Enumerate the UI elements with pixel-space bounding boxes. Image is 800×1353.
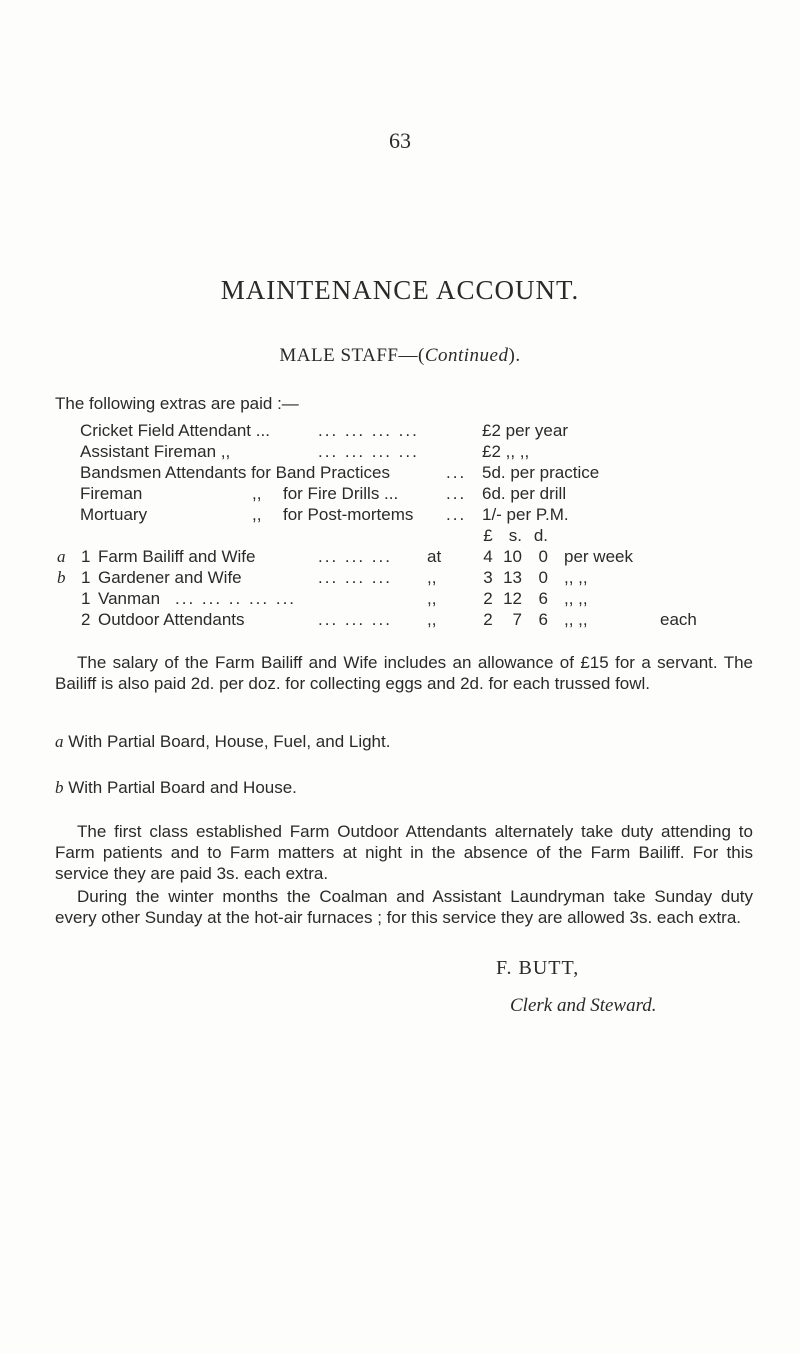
extras-row <box>0 421 800 441</box>
signature-role: Clerk and Steward. <box>510 995 657 1016</box>
wage-each: each <box>660 610 697 629</box>
leader-dots: ... ... ... <box>318 547 392 566</box>
leader-dots: ... ... ... <box>318 610 392 629</box>
wage-pence: 6 <box>538 610 548 629</box>
wage-row <box>0 589 800 609</box>
leader-dots: ... ... .. ... ... <box>175 589 297 608</box>
signature-name: F. BUTT, <box>496 957 580 979</box>
leader-dots: ... <box>446 463 467 482</box>
footnote-letter: b <box>57 568 66 587</box>
extras-label: Fireman <box>80 484 143 503</box>
footnote-letter: a <box>57 547 66 566</box>
wage-period: ,, ,, <box>564 610 588 629</box>
at-marker: ,, <box>427 568 437 587</box>
leader-dots: ... <box>446 484 467 503</box>
staff-count: 1 <box>81 547 91 566</box>
staff-count: 1 <box>81 589 91 608</box>
extras-purpose: for Fire Drills ... <box>283 484 399 503</box>
extras-label: Bandsmen Attendants for Band Practices <box>80 463 390 482</box>
subtitle-italic: Continued <box>424 345 509 366</box>
wage-pence: 6 <box>538 589 548 608</box>
footnote-a-text: With Partial Board, House, Fuel, and Light. <box>68 732 391 751</box>
extras-rate: 1/- per P.M. <box>482 505 569 524</box>
leader-dots: ... ... ... ... <box>318 421 419 440</box>
wage-period: ,, ,, <box>564 589 588 608</box>
extras-label: Mortuary <box>80 505 148 524</box>
section-subtitle <box>0 345 800 367</box>
staff-role: Farm Bailiff and Wife <box>98 547 256 566</box>
wage-shillings: 12 <box>503 589 522 608</box>
wage-pounds: 2 <box>483 589 493 608</box>
at-marker: ,, <box>427 589 437 608</box>
salary-paragraph: The salary of the Farm Bailiff and Wife includes an allowance of £15 for a servant. The Bailiff is also paid 2d. per doz. for collecting eggs and 2d. for each trussed fowl. <box>55 653 753 693</box>
ditto-mark: ,, <box>252 505 262 524</box>
extras-purpose: for Post-mortems <box>283 505 414 524</box>
staff-role: Gardener and Wife <box>98 568 242 587</box>
page-title: MAINTENANCE ACCOUNT. <box>220 275 580 305</box>
staff-count: 2 <box>81 610 91 629</box>
first-class-paragraph: The first class established Farm Outdoor Attendants alternately take duty attending to Farm patients and to Farm matters at night in the absence of the Farm Bailiff. For this service they are paid 3s. each extra. <box>55 822 753 883</box>
footnote-a-letter: a <box>55 732 64 751</box>
wage-shillings: 10 <box>503 547 522 566</box>
leader-dots: ... <box>446 505 467 524</box>
footnote-b <box>55 778 297 798</box>
footnote-a <box>55 732 390 752</box>
wage-pounds: 2 <box>483 610 493 629</box>
ditto-mark: ,, <box>252 484 262 503</box>
at-marker: at <box>427 547 442 566</box>
subtitle-prefix: MALE STAFF—( <box>279 345 425 366</box>
wage-period: per week <box>564 547 633 566</box>
extras-rate: £2 per year <box>482 421 568 440</box>
page-number: 63 <box>389 128 411 153</box>
wage-pounds: 3 <box>483 568 493 587</box>
leader-dots: ... ... ... <box>318 568 392 587</box>
wage-pence: 0 <box>538 568 548 587</box>
wage-shillings: 13 <box>503 568 522 587</box>
at-marker: ,, <box>427 610 437 629</box>
subtitle-suffix: ). <box>508 345 521 366</box>
shillings-header: s. <box>508 526 522 545</box>
wage-period: ,, ,, <box>564 568 588 587</box>
extras-row <box>0 463 800 483</box>
wage-row <box>0 610 800 630</box>
extras-intro: The following extras are paid :— <box>55 394 299 413</box>
leader-dots: ... ... ... ... <box>318 442 419 461</box>
extras-row <box>0 505 800 525</box>
extras-rate: £2 ,, ,, <box>482 442 530 461</box>
staff-role: Vanman <box>98 589 161 608</box>
footnote-b-letter: b <box>55 778 64 797</box>
pounds-header: £ <box>483 526 493 545</box>
wage-pence: 0 <box>538 547 548 566</box>
footnote-b-text: With Partial Board and House. <box>68 778 297 797</box>
extras-label: Cricket Field Attendant ... <box>80 421 270 440</box>
wage-shillings: 7 <box>512 610 522 629</box>
extras-row <box>0 442 800 462</box>
staff-role: Outdoor Attendants <box>98 610 245 629</box>
wage-row <box>0 568 800 588</box>
staff-count: 1 <box>81 568 91 587</box>
extras-rate: 6d. per drill <box>482 484 567 503</box>
extras-row <box>0 484 800 504</box>
extras-rate: 5d. per practice <box>482 463 600 482</box>
extras-label: Assistant Fireman ,, <box>80 442 231 461</box>
winter-paragraph: During the winter months the Coalman and Assistant Laundryman take Sunday duty every other Sunday at the hot-air furnaces ; for this service they are allowed 3s. each extra. <box>55 887 753 927</box>
wage-header-row <box>0 526 800 546</box>
pence-header: d. <box>533 526 548 545</box>
wage-row <box>0 547 800 567</box>
wage-pounds: 4 <box>483 547 493 566</box>
